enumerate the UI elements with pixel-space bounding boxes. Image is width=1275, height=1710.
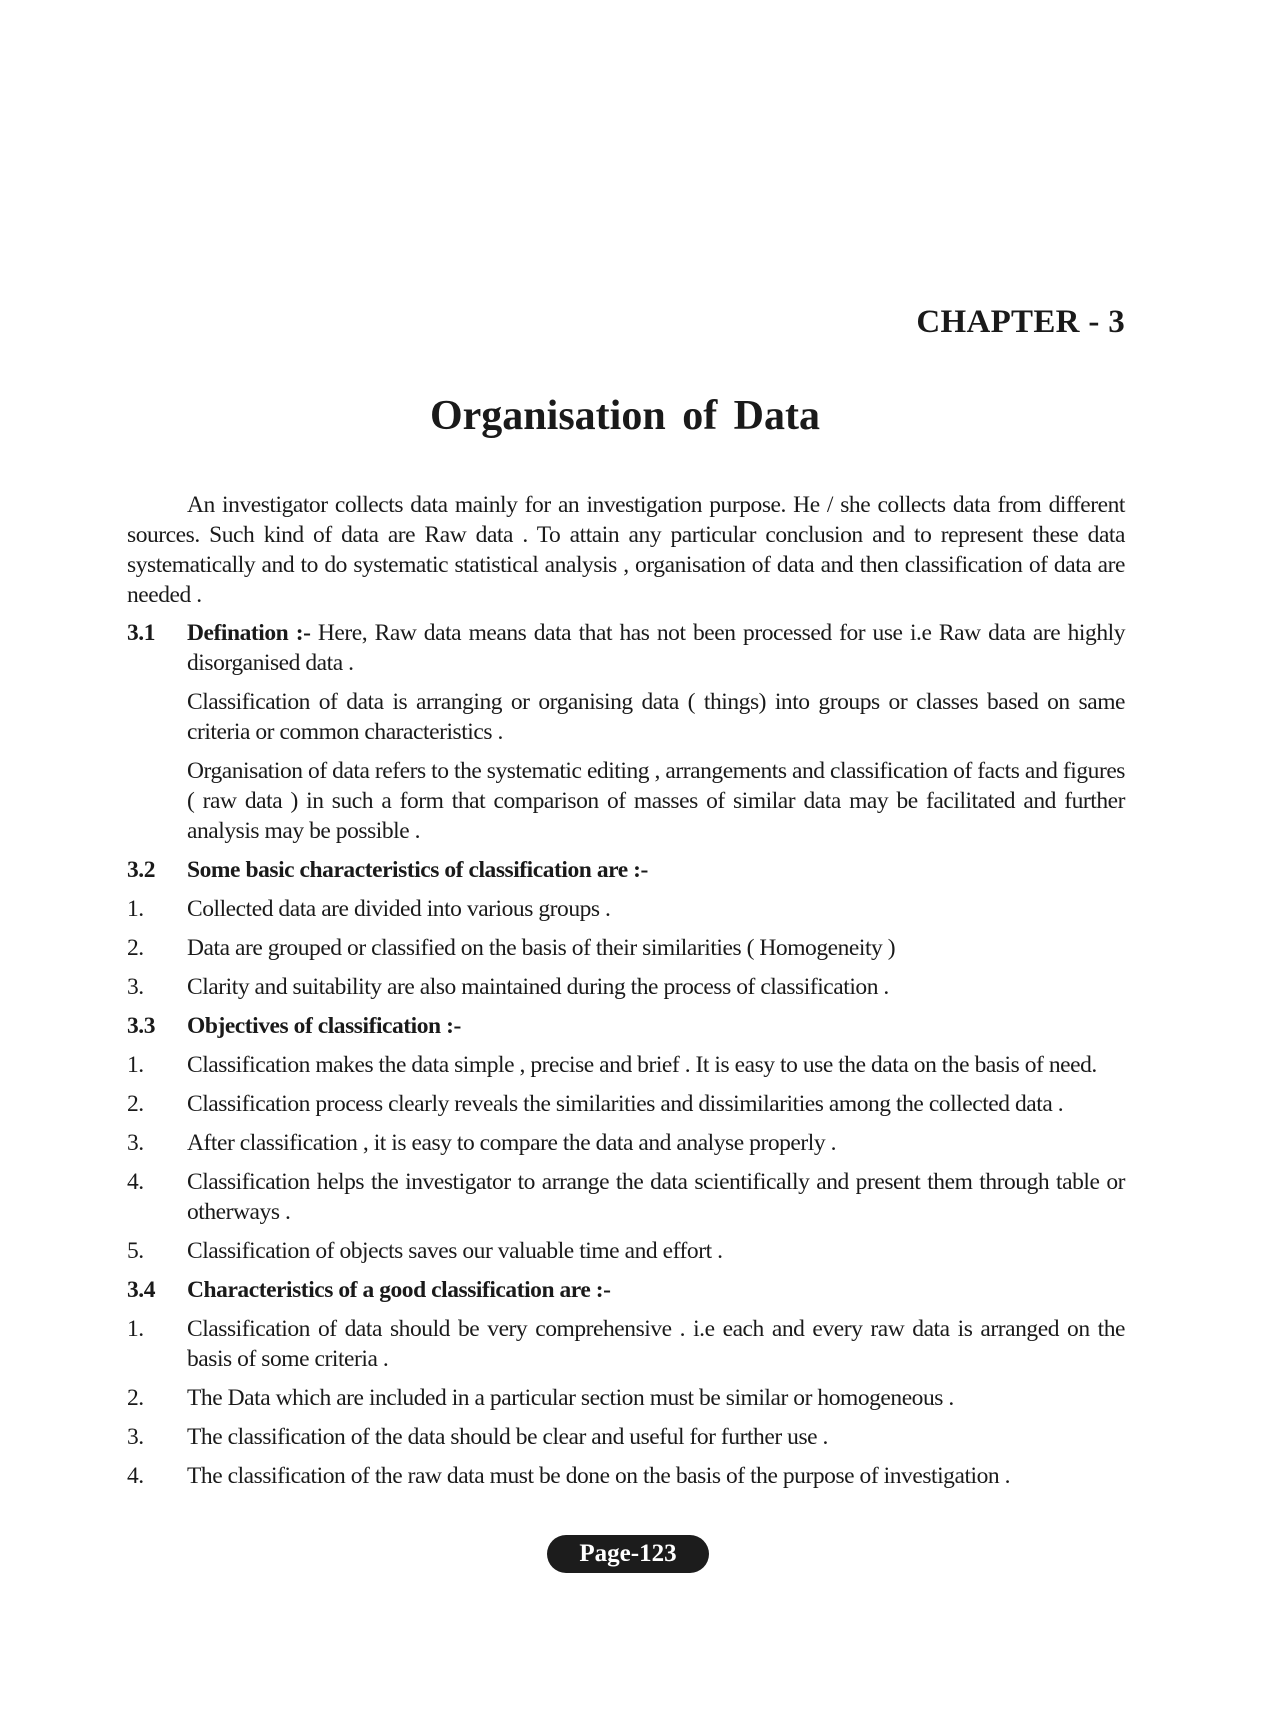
list-item	[127, 972, 1125, 1002]
item-text: The classification of the raw data must be done on the basis of the purpose of investigation .	[187, 1463, 1011, 1489]
list-item	[127, 1167, 1125, 1227]
item-text: Classification of objects saves our valuable time and effort .	[187, 1238, 723, 1264]
list-item	[127, 1461, 1125, 1491]
section-3-3-heading	[127, 1011, 1125, 1041]
section-3-4-heading	[127, 1275, 1125, 1305]
item-number: 1.	[127, 1052, 144, 1078]
item-text: The classification of the data should be clear and useful for further use .	[187, 1424, 828, 1450]
definition-text: Here, Raw data means data that has not been processed for use i.e Raw data are highly disorganised data .	[187, 620, 1125, 676]
classification-paragraph: Classification of data is arranging or organising data ( things) into groups or classes based on same criteria or common characteristics .	[187, 689, 1125, 745]
item-text: The Data which are included in a particular section must be similar or homogeneous .	[187, 1385, 954, 1411]
list-item	[127, 1236, 1125, 1266]
list-item	[127, 894, 1125, 924]
item-text: Classification of data should be very comprehensive . i.e each and every raw data is arranged on the basis of some criteria .	[187, 1316, 1125, 1372]
list-item	[127, 933, 1125, 963]
list-item	[127, 1128, 1125, 1158]
body-content	[127, 490, 1125, 1500]
chapter-label: CHAPTER - 3	[916, 304, 1125, 340]
item-number: 4.	[127, 1169, 144, 1195]
item-number: 1.	[127, 896, 144, 922]
item-number: 4.	[127, 1463, 144, 1489]
page-title: Organisation of Data	[430, 393, 820, 439]
section-heading: Objectives of classification :-	[187, 1013, 461, 1039]
section-number: 3.1	[127, 620, 156, 646]
item-number: 2.	[127, 1385, 144, 1411]
intro-paragraph: An investigator collects data mainly for an investigation purpose. He / she collects data from different sources. Such kind of data are Raw data . To attain any particular conclusion and to represent these data systematically and to do systematic statistical analysis , organisation of data and then classification of data are needed .	[127, 492, 1125, 608]
item-text: Clarity and suitability are also maintained during the process of classification .	[187, 974, 889, 1000]
item-number: 5.	[127, 1238, 144, 1264]
definition-term: Defination :-	[187, 620, 311, 646]
section-number: 3.3	[127, 1013, 156, 1039]
section-3-1	[127, 618, 1125, 678]
section-heading: Some basic characteristics of classification are :-	[187, 857, 648, 883]
item-number: 2.	[127, 1091, 144, 1117]
section-number: 3.2	[127, 857, 156, 883]
section-3-2-heading	[127, 855, 1125, 885]
item-text: After classification , it is easy to compare the data and analyse properly .	[187, 1130, 837, 1156]
list-item	[127, 1050, 1125, 1080]
item-number: 3.	[127, 1424, 144, 1450]
item-number: 3.	[127, 1130, 144, 1156]
page-number-badge: Page-123	[547, 1535, 709, 1573]
item-text: Classification helps the investigator to arrange the data scientifically and present them through table or otherways .	[187, 1169, 1125, 1225]
item-text: Classification makes the data simple , precise and brief . It is easy to use the data on the basis of need.	[187, 1052, 1097, 1078]
item-text: Data are grouped or classified on the basis of their similarities ( Homogeneity )	[187, 935, 896, 961]
item-number: 2.	[127, 935, 144, 961]
section-heading: Characteristics of a good classification are :-	[187, 1277, 611, 1303]
list-item	[127, 1089, 1125, 1119]
item-number: 3.	[127, 974, 144, 1000]
item-text: Collected data are divided into various groups .	[187, 896, 611, 922]
section-number: 3.4	[127, 1277, 156, 1303]
list-item	[127, 1422, 1125, 1452]
item-text: Classification process clearly reveals the similarities and dissimilarities among the collected data .	[187, 1091, 1064, 1117]
item-number: 1.	[127, 1316, 144, 1342]
list-item	[127, 1314, 1125, 1374]
list-item	[127, 1383, 1125, 1413]
organisation-paragraph: Organisation of data refers to the systematic editing , arrangements and classification of facts and figures ( raw data ) in such a form that comparison of masses of similar data may be facilitated and further analysis may be possible .	[187, 758, 1125, 844]
section-text	[187, 618, 1125, 678]
